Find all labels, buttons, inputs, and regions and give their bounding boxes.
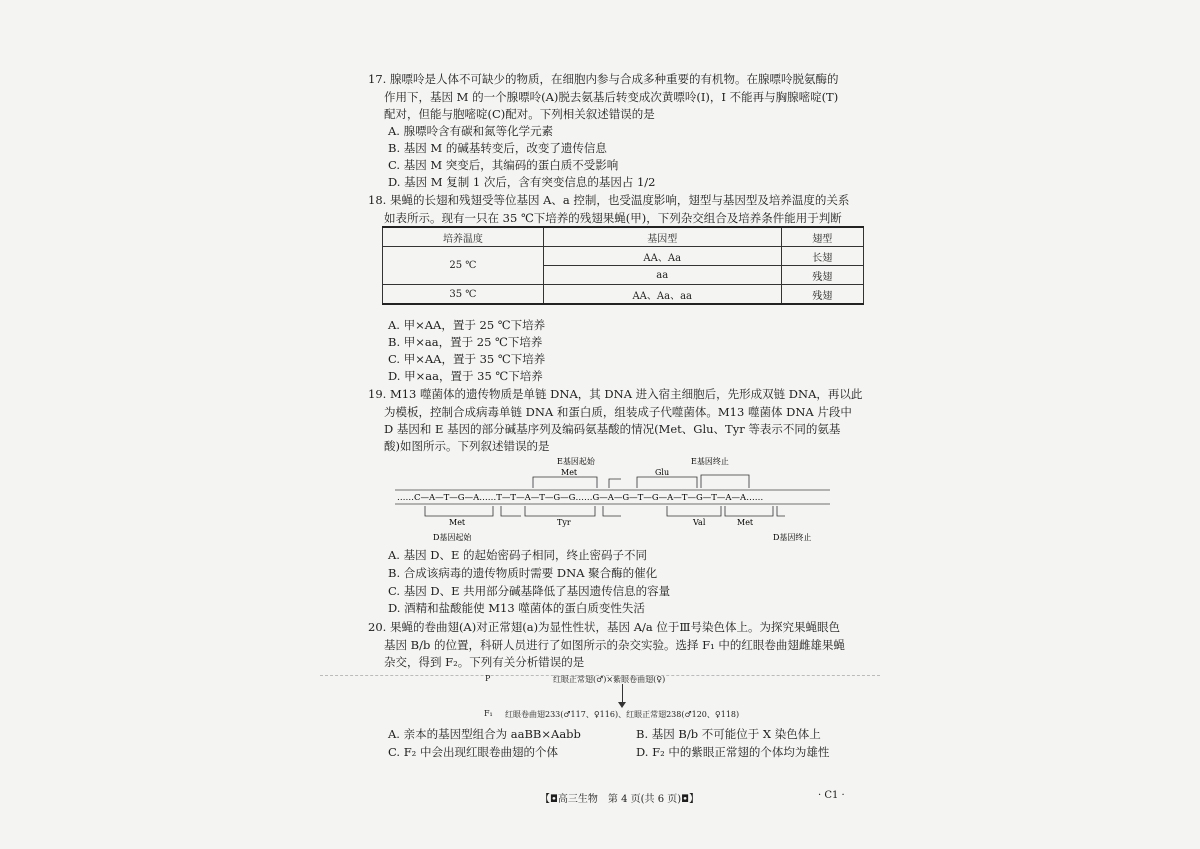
q20-stem-line-1: 20. 果蝇的卷曲翅(A)对正常翅(a)为显性性状，基因 A/a 位于Ⅲ号染色体上。为探究果蝇眼色 xyxy=(368,620,840,634)
q18-option-d: D. 甲×aa，置于 35 ℃下培养 xyxy=(388,369,543,383)
aa-met-top: Met xyxy=(561,468,578,477)
e-gene-end-label: E基因终止 xyxy=(691,457,729,466)
table-cell-temp-25: 25 ℃ xyxy=(383,247,544,285)
cross-arrowhead-icon xyxy=(618,702,626,708)
q18-option-c: C. 甲×AA，置于 35 ℃下培养 xyxy=(388,352,546,366)
aa-glu-top: Glu xyxy=(655,468,670,477)
q19-option-b: B. 合成该病毒的遗传物质时需要 DNA 聚合酶的催化 xyxy=(388,566,658,580)
q17-option-b: B. 基因 M 的碱基转变后，改变了遗传信息 xyxy=(388,141,607,155)
q19-stem-line-1: 19. M13 噬菌体的遗传物质是单链 DNA，其 DNA 进入宿主细胞后，先形成双链 DNA，再以此 xyxy=(368,387,863,401)
table-cell-temp-35: 35 ℃ xyxy=(383,285,544,305)
q17-stem-line-2: 作用下，基因 M 的一个腺嘌呤(A)脱去氨基后转变成次黄嘌呤(I)，I 不能再与胸腺嘧啶(T) xyxy=(384,90,839,104)
table-header-genotype: 基因型 xyxy=(543,227,781,247)
d-gene-end-label: D基因终止 xyxy=(773,533,812,542)
q19-option-a: A. 基因 D、E 的起始密码子相同，终止密码子不同 xyxy=(388,548,648,562)
table-cell-wing-vestigial-2: 残翅 xyxy=(781,285,863,305)
q20-option-b: B. 基因 B/b 不可能位于 X 染色体上 xyxy=(636,727,821,741)
aa-met-bottom-2: Met xyxy=(737,518,754,527)
cross-p-label: P xyxy=(485,674,491,683)
q20-stem-line-3: 杂交，得到 F₂。下列有关分析错误的是 xyxy=(384,655,585,669)
q19-stem-line-2: 为模板，控制合成病毒单链 DNA 和蛋白质，组装成子代噬菌体。M13 噬菌体 DNA 片段中 xyxy=(384,405,852,419)
q20-option-c: C. F₂ 中会出现红眼卷曲翅的个体 xyxy=(388,745,558,759)
aa-tyr-bottom: Tyr xyxy=(557,518,571,527)
q17-option-d: D. 基因 M 复制 1 次后，含有突变信息的基因占 1/2 xyxy=(388,175,656,189)
q17-stem-line-3: 配对，但能与胞嘧啶(C)配对。下列相关叙述错误的是 xyxy=(384,107,655,121)
aa-met-bottom: Met xyxy=(449,518,466,527)
q18-stem-line-1: 18. 果蝇的长翅和残翅受等位基因 A、a 控制，也受温度影响，翅型与基因型及培养温度的关系 xyxy=(368,193,850,207)
cross-f1-result: 红眼卷曲翅233(♂117、♀116)、红眼正常翅238(♂120、♀118) xyxy=(505,710,740,719)
page-code: · C1 · xyxy=(818,790,845,801)
table-cell-genotype-AA-Aa: AA、Aa xyxy=(543,247,781,266)
page-footer: 【◘高三生物 第 4 页(共 6 页)◘】 xyxy=(540,794,700,805)
e-gene-start-label: E基因起始 xyxy=(557,457,595,466)
q18-stem-line-2: 如表所示。现有一只在 35 ℃下培养的残翅果蝇(甲)，下列杂交组合及培养条件能用于判断 xyxy=(384,211,842,225)
d-gene-start-label: D基因起始 xyxy=(433,533,472,542)
q20-option-d: D. F₂ 中的紫眼正常翅的个体均为雄性 xyxy=(636,745,830,759)
dna-sequence: ……C—A—T—G—A……T—T—A—T—G—G……G—A—G—T—G—A—T—G—T—A—A…… xyxy=(397,493,764,503)
cross-f1-label: F₁ xyxy=(484,709,493,718)
q19-stem-line-4: 酸)如图所示。下列叙述错误的是 xyxy=(384,439,550,453)
q17-option-a: A. 腺嘌呤含有碳和氮等化学元素 xyxy=(388,124,554,138)
q18-option-b: B. 甲×aa，置于 25 ℃下培养 xyxy=(388,335,543,349)
q20-stem-line-2: 基因 B/b 的位置，科研人员进行了如图所示的杂交实验。选择 F₁ 中的红眼卷曲翅雌雄果蝇 xyxy=(384,638,845,652)
gene-sequence-figure xyxy=(385,455,845,545)
q17-option-c: C. 基因 M 突变后，其编码的蛋白质不受影响 xyxy=(388,158,619,172)
table-cell-genotype-aa: aa xyxy=(543,266,781,285)
aa-val-bottom: Val xyxy=(693,518,706,527)
table-cell-genotype-all: AA、Aa、aa xyxy=(543,285,781,305)
table-cell-wing-vestigial: 残翅 xyxy=(781,266,863,285)
genotype-table xyxy=(382,226,864,305)
q17-stem-line-1: 17. 腺嘌呤是人体不可缺少的物质，在细胞内参与合成多种重要的有机物。在腺嘌呤脱氨酶的 xyxy=(368,72,839,86)
table-header-wing: 翅型 xyxy=(781,227,863,247)
table-cell-wing-long: 长翅 xyxy=(781,247,863,266)
q19-stem-line-3: D 基因和 E 基因的部分碱基序列及编码氨基酸的情况(Met、Glu、Tyr 等表示不同的氨基 xyxy=(384,422,841,436)
q19-option-c: C. 基因 D、E 共用部分碱基降低了基因遗传信息的容量 xyxy=(388,584,671,598)
cross-parents: 红眼正常翅(♂)×紫眼卷曲翅(♀) xyxy=(553,675,666,684)
table-header-temp: 培养温度 xyxy=(383,227,544,247)
q19-option-d: D. 酒精和盐酸能使 M13 噬菌体的蛋白质变性失活 xyxy=(388,601,645,615)
q18-option-a: A. 甲×AA，置于 25 ℃下培养 xyxy=(388,318,546,332)
q20-option-a: A. 亲本的基因型组合为 aaBB×Aabb xyxy=(388,727,581,741)
cross-arrow xyxy=(622,684,623,704)
